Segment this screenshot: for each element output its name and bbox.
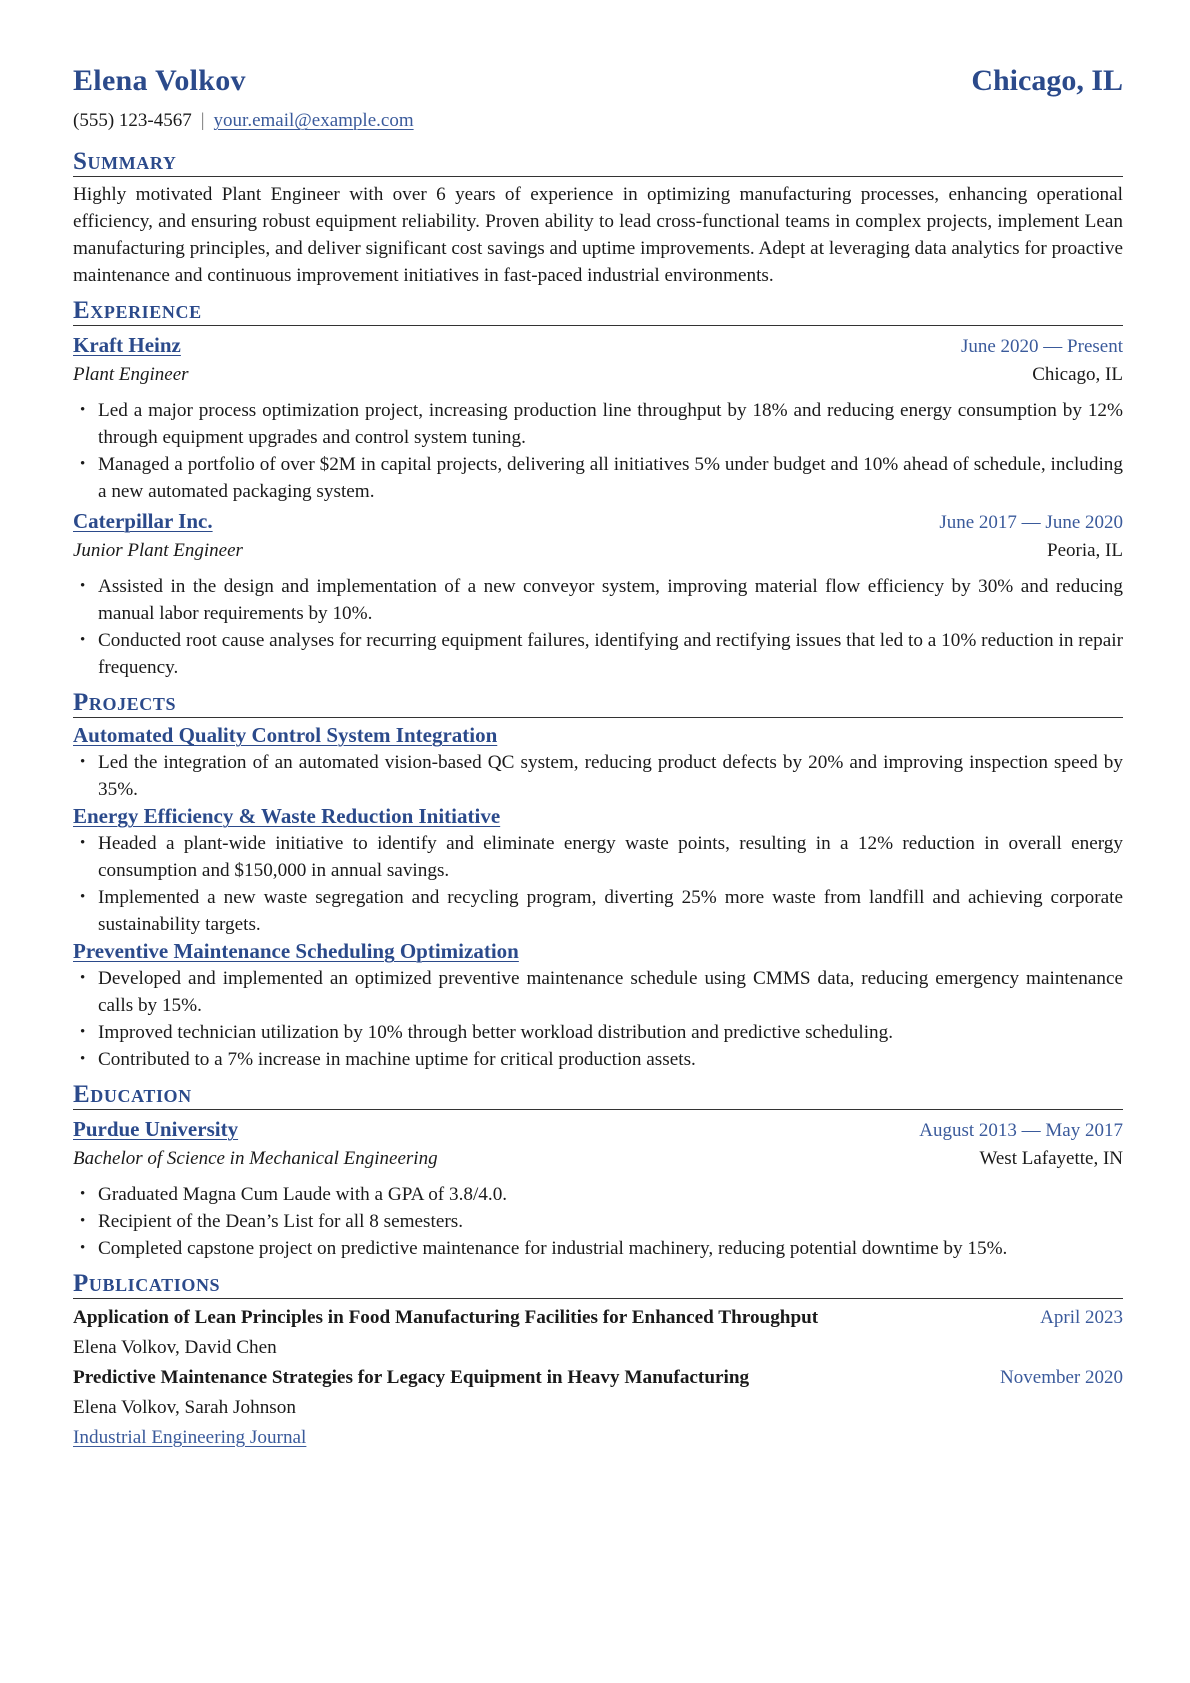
- bullet-item: • Completed capstone project on predictive maintenance for industrial machinery, reducing potential downtime by 15%.: [73, 1235, 1123, 1262]
- degree: Bachelor of Science in Mechanical Engineering: [73, 1148, 438, 1169]
- bullet-item: • Headed a plant-wide initiative to identify and eliminate energy waste points, resulting in a 12% reduction in overall energy consumption and $150,000 in annual savings.: [73, 830, 1123, 884]
- project-link[interactable]: Energy Efficiency & Waste Reduction Initiative: [73, 804, 501, 828]
- contact-separator: |: [200, 110, 205, 131]
- project-entry: [73, 722, 1123, 803]
- bullet-item: • Led the integration of an automated vision-based QC system, reducing product defects by 20% and improving inspection speed by 35%.: [73, 749, 1123, 803]
- publication-entry: [73, 1363, 1123, 1453]
- company-link[interactable]: Caterpillar Inc.: [73, 509, 213, 533]
- contact-line: [73, 110, 1123, 138]
- job-bullets: [73, 573, 1123, 681]
- bullet-item: • Developed and implemented an optimized preventive maintenance schedule using CMMS data, reducing emergency maintenance calls by 15%.: [73, 965, 1123, 1019]
- bullet-item: • Graduated Magna Cum Laude with a GPA of 3.8/4.0.: [73, 1181, 1123, 1208]
- project-bullets: [73, 830, 1123, 938]
- school-location: West Lafayette, IN: [979, 1148, 1123, 1169]
- bullet-item: • Implemented a new waste segregation and recycling program, diverting 25% more waste from landfill and achieving corporate sustainability targets.: [73, 884, 1123, 938]
- candidate-name: Elena Volkov: [73, 64, 246, 97]
- job-title: Plant Engineer: [73, 364, 189, 385]
- publication-authors: Elena Volkov, Sarah Johnson: [73, 1397, 296, 1418]
- journal-link[interactable]: Industrial Engineering Journal: [73, 1427, 307, 1448]
- school-link[interactable]: Purdue University: [73, 1117, 239, 1141]
- resume-header: [73, 64, 1123, 104]
- project-entry: [73, 938, 1123, 1073]
- candidate-location: Chicago, IL: [971, 64, 1123, 97]
- project-bullets: [73, 965, 1123, 1073]
- bullet-item: • Led a major process optimization project, increasing production line throughput by 18% and reducing energy consumption by 12% through equipment upgrades and control system tuning.: [73, 397, 1123, 451]
- job-dates: June 2020 — Present: [960, 336, 1123, 357]
- education-entry: [73, 1115, 1123, 1262]
- publication-authors: Elena Volkov, David Chen: [73, 1337, 277, 1358]
- job-location: Chicago, IL: [1032, 364, 1123, 385]
- bullet-item: • Recipient of the Dean’s List for all 8 semesters.: [73, 1208, 1123, 1235]
- project-link[interactable]: Automated Quality Control System Integration: [73, 723, 498, 747]
- job-title: Junior Plant Engineer: [73, 540, 243, 561]
- education-bullets: [73, 1181, 1123, 1262]
- bullet-item: • Contributed to a 7% increase in machine uptime for critical production assets.: [73, 1046, 1123, 1073]
- section-title-publications: Publications: [73, 1270, 1123, 1299]
- company-link[interactable]: Kraft Heinz: [73, 333, 181, 357]
- publication-date: November 2020: [1000, 1367, 1123, 1388]
- bullet-item: • Managed a portfolio of over $2M in capital projects, delivering all initiatives 5% under budget and 10% ahead of schedule, including a new automated packaging system.: [73, 451, 1123, 505]
- bullet-item: • Assisted in the design and implementation of a new conveyor system, improving material flow efficiency by 30% and reducing manual labor requirements by 10%.: [73, 573, 1123, 627]
- section-title-education: Education: [73, 1081, 1123, 1110]
- bullet-item: • Improved technician utilization by 10% through better workload distribution and predictive scheduling.: [73, 1019, 1123, 1046]
- section-title-projects: Projects: [73, 689, 1123, 718]
- experience-entry: [73, 507, 1123, 681]
- job-bullets: [73, 397, 1123, 505]
- job-location: Peoria, IL: [1047, 540, 1123, 561]
- bullet-item: • Conducted root cause analyses for recurring equipment failures, identifying and rectifying issues that led to a 10% reduction in repair frequency.: [73, 627, 1123, 681]
- section-title-experience: Experience: [73, 297, 1123, 326]
- summary-text: Highly motivated Plant Engineer with over 6 years of experience in optimizing manufacturing processes, enhancing operational efficiency, and ensuring robust equipment reliability. Proven ability to lead cross-functional teams in complex projects, implement Lean manufacturing principles, and deliver significant cost savings and uptime improvements. Adept at leveraging data analytics for proactive maintenance and continuous improvement initiatives in fast-paced industrial environments.: [73, 184, 1123, 286]
- job-dates: June 2017 — June 2020: [939, 512, 1123, 533]
- email-link[interactable]: your.email@example.com: [213, 110, 414, 131]
- project-link[interactable]: Preventive Maintenance Scheduling Optimization: [73, 939, 519, 963]
- phone-number: (555) 123-4567: [73, 110, 192, 131]
- publication-title: Predictive Maintenance Strategies for Legacy Equipment in Heavy Manufacturing: [73, 1367, 750, 1388]
- project-bullets: [73, 749, 1123, 803]
- section-title-summary: Summary: [73, 148, 1123, 177]
- publication-entry: [73, 1303, 1123, 1363]
- education-dates: August 2013 — May 2017: [919, 1120, 1123, 1141]
- experience-entry: [73, 331, 1123, 505]
- project-entry: [73, 803, 1123, 938]
- publication-title: Application of Lean Principles in Food Manufacturing Facilities for Enhanced Throughput: [73, 1307, 819, 1328]
- publication-date: April 2023: [1040, 1307, 1123, 1328]
